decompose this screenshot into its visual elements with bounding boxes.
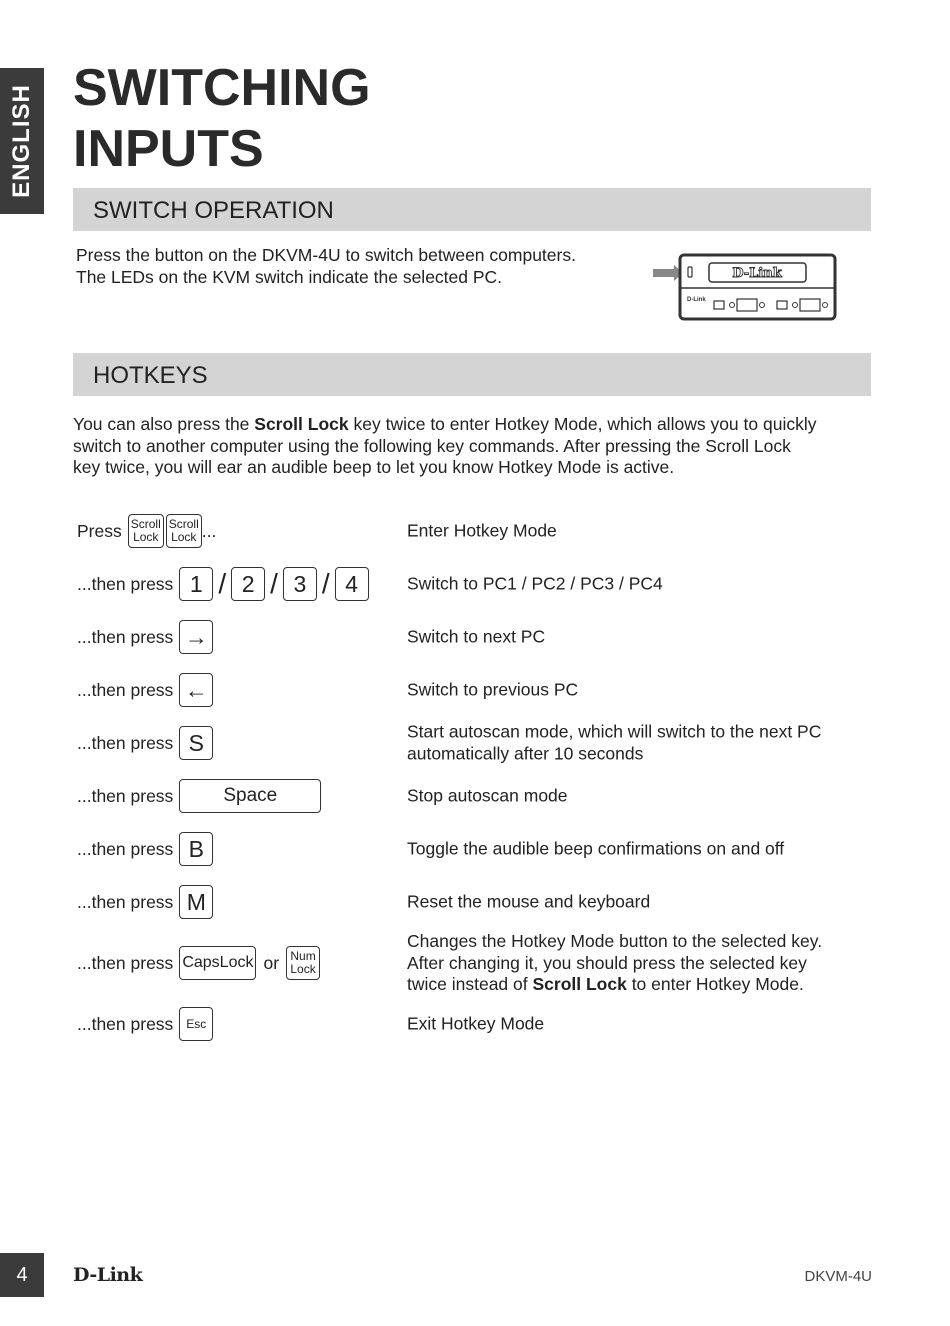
esc-key: Esc xyxy=(179,1007,213,1041)
title-line: INPUTS xyxy=(73,120,264,178)
text-line: key twice, you will ear an audible beep to let you know Hotkey Mode is active. xyxy=(73,457,675,477)
key-4: 4 xyxy=(335,567,369,601)
hotkeys-intro-text xyxy=(73,414,816,479)
hotkey-keys xyxy=(77,779,321,813)
section-heading-text: SWITCH OPERATION xyxy=(93,197,334,224)
hotkey-keys xyxy=(77,673,213,707)
scroll-lock-key: Scroll Lock xyxy=(166,514,202,548)
hotkey-keys xyxy=(77,726,213,760)
or-label: or xyxy=(263,952,280,973)
hotkey-description: Switch to PC1 / PC2 / PC3 / PC4 xyxy=(407,573,663,594)
key-b: B xyxy=(179,832,213,866)
hotkey-keys xyxy=(77,1007,213,1041)
press-label: Press xyxy=(77,520,122,541)
hotkey-description: Toggle the audible beep confirmations on and off xyxy=(407,838,785,859)
title-line: SWITCHING xyxy=(73,59,371,117)
then-press-label: ...then press xyxy=(77,1013,174,1034)
then-press-label: ...then press xyxy=(77,891,174,912)
kvm-switch-illustration xyxy=(650,250,840,325)
text-line: The LEDs on the KVM switch indicate the selected PC. xyxy=(76,266,503,287)
num-lock-key: Num Lock xyxy=(286,946,320,980)
hotkey-keys xyxy=(77,832,213,866)
hotkey-description: Stop autoscan mode xyxy=(407,785,568,806)
hotkey-keys xyxy=(77,885,213,919)
key-m: M xyxy=(179,885,213,919)
language-label: ENGLISH xyxy=(8,84,35,198)
key-3: 3 xyxy=(283,567,317,601)
page-number: 4 xyxy=(0,1253,44,1297)
capslock-key: CapsLock xyxy=(179,946,256,980)
brand-logo: D-Link xyxy=(73,1264,143,1286)
text-line: switch to another computer using the following key commands. After pressing the Scroll Lock xyxy=(73,435,791,456)
right-arrow-key-icon: → xyxy=(179,620,213,654)
key-1: 1 xyxy=(179,567,213,601)
text-line: You can also press the Scroll Lock key twice to enter Hotkey Mode, which allows you to quickly xyxy=(73,414,817,434)
device-label: D-Link xyxy=(687,297,706,303)
then-press-label: ...then press xyxy=(77,679,174,700)
section-heading-switch-operation xyxy=(73,188,871,231)
hotkey-description: Switch to previous PC xyxy=(407,679,579,700)
then-press-label: ...then press xyxy=(77,952,174,973)
hotkey-description: Reset the mouse and keyboard xyxy=(407,891,651,912)
key-2: 2 xyxy=(231,567,265,601)
hotkey-description: Changes the Hotkey Mode button to the selected key. After changing it, you should press the selected key twice instead of Scroll Lock to enter Hotkey Mode. xyxy=(407,930,823,994)
scroll-lock-key: Scroll Lock xyxy=(128,514,164,548)
hotkey-keys xyxy=(77,514,216,548)
space-key: Space xyxy=(179,779,321,813)
hotkey-description: Exit Hotkey Mode xyxy=(407,1013,545,1034)
hotkey-keys xyxy=(77,620,213,654)
slash: / xyxy=(218,568,227,599)
language-tab xyxy=(0,68,44,214)
hotkey-description: Start autoscan mode, which will switch to the next PC automatically after 10 seconds xyxy=(407,721,822,763)
section-heading-text: HOTKEYS xyxy=(93,362,208,389)
hotkey-description: Enter Hotkey Mode xyxy=(407,520,557,541)
then-press-label: ...then press xyxy=(77,626,174,647)
hotkey-keys xyxy=(77,567,369,601)
text-line: Press the button on the DKVM-4U to switch between computers. xyxy=(76,245,576,265)
key-s: S xyxy=(179,726,213,760)
page-title xyxy=(73,58,371,180)
switch-operation-text xyxy=(76,245,576,288)
device-logo: D-Link xyxy=(732,266,782,281)
model-name: DKVM-4U xyxy=(804,1268,872,1285)
section-heading-hotkeys xyxy=(73,353,871,396)
slash: / xyxy=(270,568,278,599)
ellipsis: ... xyxy=(201,520,217,541)
left-arrow-key-icon: ← xyxy=(179,673,213,707)
then-press-label: ...then press xyxy=(77,838,174,859)
then-press-label: ...then press xyxy=(77,732,174,753)
slash: / xyxy=(321,568,330,599)
hotkey-description: Switch to next PC xyxy=(407,626,546,647)
then-press-label: ...then press xyxy=(77,785,174,806)
then-press-label: ...then press xyxy=(77,573,174,594)
hotkey-keys xyxy=(77,946,320,980)
